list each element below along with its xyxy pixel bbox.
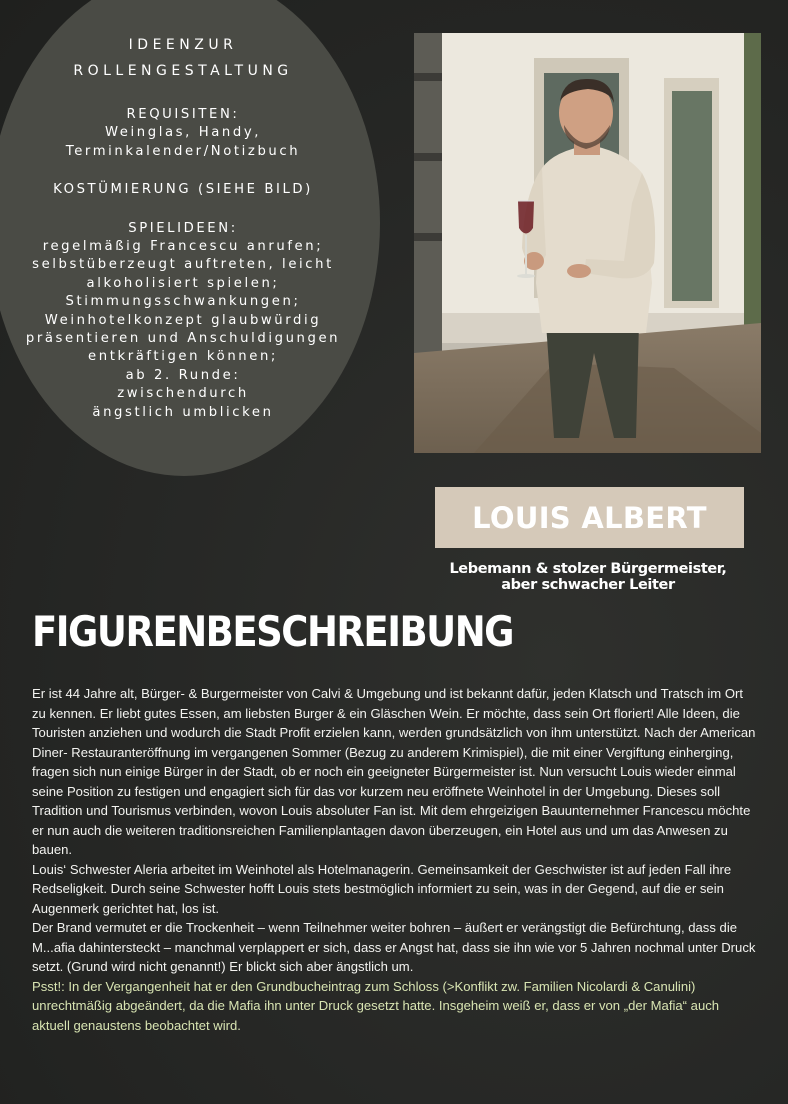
secret-note: Psst!: In der Vergangenheit hat er den Grundbucheintrag zum Schloss (>Konflikt zw. Familien Nicolardi & Canulini) unrechtmäßig abgeändert, da die Mafia ihn unter Druck gesetzt hatte. Insgeheim weiß er, dass er von „der Mafia“ auch aktuell genaustens beobachtet wird. — [32, 978, 720, 1033]
description-paragraph: Louis‘ Schwester Aleria arbeitet im Weinhotel als Hotelmanagerin. Gemeinsamkeit der Geschwister ist auf jeden Fall ihre Redseligkeit. Durch seine Schwester hofft Louis stets bestmöglich informiert zu sein, was in der Gegend, auf die er sein Augenmerk gerichtet hat, los ist. — [32, 861, 732, 916]
character-photo — [414, 33, 761, 453]
character-name: LOUIS ALBERT — [472, 500, 707, 535]
description-body — [32, 684, 760, 1035]
ideas-line: ab 2. Runde: — [125, 367, 241, 383]
ideas-line: entkräftigen können; — [88, 349, 278, 365]
ideas-line: Stimmungsschwankungen; — [65, 294, 301, 310]
tagline-line: Lebemann & stolzer Bürgermeister, — [449, 561, 727, 577]
props-heading: REQUISITEN: — [126, 107, 240, 122]
ideas-line: zwischendurch — [117, 386, 249, 402]
props-line: Weinglas, Handy, — [104, 125, 262, 141]
description-paragraph: Der Brand vermutet er die Trockenheit – wenn Teilnehmer weiter bohren – äußert er verängstigt die Befürchtung, dass die M...afia dahintersteckt – manchmal verplappert er sich, dass er Angst hat, dass sie ihn wie vor 5 Jahren nochmal unter Druck setzt. (Grund wird nicht genannt!) Er blickt sich aber ängstlich um. — [32, 920, 756, 974]
ideas-line: selbstüberzeugt auftreten, leicht — [32, 257, 334, 273]
ideas-title-line2: ROLLENGESTALTUNG — [73, 63, 293, 79]
ideas-line: Weinhotelkonzept glaubwürdig — [44, 312, 322, 328]
section-heading: FIGURENBESCHREIBUNG — [32, 608, 514, 657]
ideas-title-line1: IDEENZUR — [128, 37, 238, 53]
character-name-box — [435, 487, 744, 548]
tagline-line: aber schwacher Leiter — [501, 577, 675, 593]
ideas-line: regelmäßig Francescu anrufen; — [42, 239, 324, 255]
ideas-line: ängstlich umblicken — [92, 404, 274, 420]
description-paragraph: Er ist 44 Jahre alt, Bürger- & Burgermeister von Calvi & Umgebung und ist bekannt dafür, jeden Klatsch und Tratsch im Ort zu kennen. Er liebt gutes Essen, am liebsten Burger & ein Gläschen Wein. Er möchte, dass sein Ort floriert! Alle Ideen, die Touristen anziehen und wodurch die Stadt Profit erzielen kann, werden grundsätzlich von ihm unterstützt. Nach der American Diner- Restauranteröffnung im vergangenen Sommer (Bezug zu anderem Krimispiel), die mit einer Vergiftung einherging, fragen sich nun einige Bürger in der Stadt, ob er noch ein geeigneter Bürgermeister ist. Nun versucht Louis wieder einmal seine Position zu festigen und engagiert sich für das vor kurzem neu eröffnete Weinhotel in der Umgebung. Dieses soll Tradition und Tourismus verbinden, wovon Louis absoluter Fan ist. Mit dem ehrgeizigen Bauunternehmer Francescu möchte er nun auch die weiteren traditionsreichen Familienplantagen davon überzeugen, ein Hotel aus und um das Anwesen zu bauen. — [32, 686, 756, 857]
props-line: Terminkalender/Notizbuch — [65, 143, 301, 159]
costume-note: KOSTÜMIERUNG (SIEHE BILD) — [53, 182, 313, 198]
ideas-panel — [18, 36, 348, 422]
ideas-line: präsentieren und Anschuldigungen — [25, 331, 341, 347]
ideas-line: alkoholisiert spielen; — [86, 275, 280, 291]
ideas-heading: SPIELIDEEN: — [128, 220, 238, 236]
character-tagline — [430, 561, 746, 593]
